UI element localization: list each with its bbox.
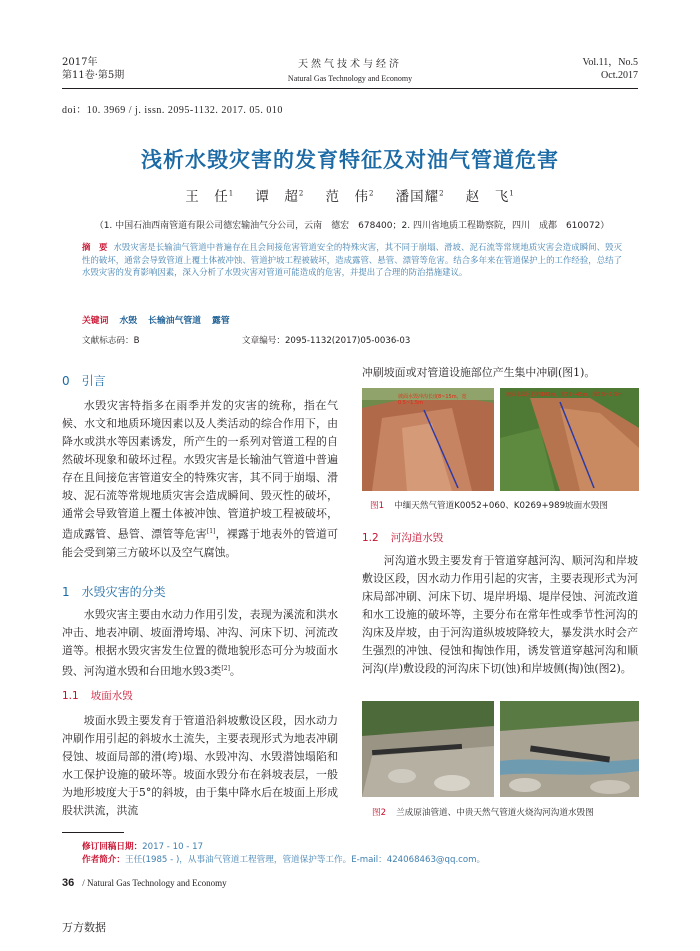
paragraph-text: ，裸露于地表外的管道可能会受到第三方破坏以及空气腐蚀。 <box>62 527 338 559</box>
figure-2-right-photo <box>500 701 639 797</box>
figure-1-left-photo <box>362 388 494 491</box>
section-1-heading <box>62 583 338 600</box>
abstract-text: 水毁灾害是长输油气管道中普遍存在且会间接危害管道安全的特殊灾害，其不同于崩塌、滑坡、泥石流等常规地质灾害会造成瞬间、毁灭性的破坏，通常会导致管道上覆土体被冲蚀、管道护坡工程被破坏，造成露管、悬管、漂管等危害。结合多年来在管道保护上的工作经验，总结了水毁灾害的发育影响因素，深入分析了水毁灾害对管道可能造成的危害，并提出了合理的防治措施建议。 <box>82 242 622 278</box>
figure-1-left-label: 坡面水毁冲沟长度8~15m，宽0.5~1.5m <box>398 394 467 406</box>
watermark: 万方数据 <box>62 921 106 934</box>
figure-1-caption <box>370 499 608 511</box>
section-1-paragraph <box>62 606 338 681</box>
article-number: 文章编号：2095-1132(2017)05-0036-03 <box>242 336 411 346</box>
author-sup: 2 <box>439 189 445 198</box>
section-number: 0 <box>62 374 70 388</box>
footnote-label: 修订回稿日期： <box>82 842 143 852</box>
author-name: 王 任 <box>185 189 229 205</box>
section-1-1-paragraph: 坡面水毁主要发育于管道沿斜坡敷设区段，因水动力冲刷作用引起的斜坡水土流失，主要表现形式为地表冲刷侵蚀、坡面局部的滑(垮)塌、水毁冲沟、水毁潜蚀塌陷和水工保护设施的破坏等。坡面水毁分布在斜坡表层，一般为地形坡度大于5°的斜坡，由于集中降水后在坡面上形成股状洪流，洪流 <box>62 714 338 817</box>
footnote-value: 2017 - 10 - 17 <box>142 842 204 852</box>
paragraph-text: 。 <box>229 664 241 678</box>
paragraph-text: 水毁灾害特指多在雨季并发的灾害的统称，指在气候、水文和地质环境因素以及人类活动的综合作用下，由降水或洪水等因素诱发，所产生的一系列对管道工程的自然破坏现象和破坏过程。水毁灾害是长输油气管道中普遍存在且间接危害管道安全的特殊灾害，其不同于崩塌、滑坡、泥石流等常规地质灾害会造成瞬间、毁灭性的破坏，通常会导致管道上覆土体被冲蚀、管道护坡工程被破坏，造成露管、悬管、漂管等危害 <box>62 399 338 541</box>
header-journal <box>200 55 500 83</box>
figure-number: 图2 <box>372 808 387 818</box>
figure-1-right-label: 坡面水毁区长约100m，宽35~45m，深0.5~1.5m <box>506 392 623 398</box>
footnote-value[interactable]: 王任(1985 - )，从事油气管道工程管理，管道保护等工作。E-mail：424068463@qq.com。 <box>124 855 486 865</box>
header-rule <box>62 88 638 89</box>
keywords <box>82 313 238 326</box>
author-list <box>100 185 600 205</box>
figure-2-left-photo <box>362 701 494 797</box>
header-journal-en: Natural Gas Technology and Economy <box>287 74 413 83</box>
author-name: 范 伟 <box>325 189 370 205</box>
header-year: 2017年 <box>62 57 98 68</box>
page-number: 36 <box>62 877 75 889</box>
section-0-heading <box>62 372 338 389</box>
header-volume-en: Vol.11，No.5 <box>582 57 638 68</box>
section-number: 1.1 <box>62 690 79 702</box>
citation[interactable]: [2] <box>221 665 230 672</box>
section-title: 引言 <box>81 374 106 388</box>
keyword: 露管 <box>212 316 230 326</box>
keyword: 长输油气管道 <box>148 316 201 326</box>
riverbed-erosion-photo-right <box>500 701 639 797</box>
page-footer <box>62 877 227 889</box>
riverbed-erosion-photo-left <box>362 701 494 797</box>
header-issue-right <box>582 56 638 82</box>
section-1-1-heading <box>62 688 338 703</box>
author-name: 潘国耀 <box>395 189 440 205</box>
footnote-revised <box>82 840 203 852</box>
article-title: 浅析水毁灾害的发育特征及对油气管道危害 <box>141 148 559 172</box>
affiliations: （1. 中国石油西南管道有限公司德宏输油气分公司，云南 德宏 678400；2. 四川省地质工程勘察院，四川 成都 610072） <box>94 221 610 231</box>
header-date-en: Oct.2017 <box>601 70 638 81</box>
section-title: 坡面水毁 <box>90 690 133 702</box>
figure-caption-text: 兰成原油管道、中贵天然气管道火烧沟河沟道水毁图 <box>396 808 594 818</box>
author-sup: 2 <box>369 189 375 198</box>
section-number: 1 <box>62 585 70 599</box>
doi-line[interactable]: doi：10. 3969 / j. issn. 2095-1132. 2017. 05. 010 <box>62 105 283 116</box>
footnote-rule <box>62 832 124 833</box>
keywords-label: 关键词 <box>82 316 109 326</box>
continued-paragraph: 冲刷坡面或对管道设施部位产生集中冲刷(图1)。 <box>362 366 596 379</box>
abstract-label: 摘 要 <box>82 242 108 252</box>
author-sup: 1 <box>509 189 515 198</box>
footer-journal: / Natural Gas Technology and Economy <box>82 878 227 888</box>
abstract <box>82 241 622 279</box>
footnote-author <box>82 853 485 865</box>
author-sup: 2 <box>298 189 305 198</box>
section-1-2-paragraph: 河沟道水毁主要发育于管道穿越河沟、顺河沟和岸坡敷设区段，因水动力作用引起的灾害，主要表现形式为河床局部冲刷、河床下切、堤岸坍塌、堤岸侵蚀、河流改道和水工设施的破坏等，主要分布在常年性或季节性河沟的沟床及岸坡，由于河沟道纵坡坡降较大，暴发洪水时会产生强烈的冲蚀、侵蚀和掏蚀作用，诱发管道穿越河沟和顺河沟(岸)敷设段的河沟床下切(蚀)和岸坡侧(掏)蚀(图2)。 <box>362 554 638 675</box>
author-sup: 1 <box>228 189 235 198</box>
classification-code: 文献标志码：B <box>82 336 140 346</box>
author-name: 谭 超 <box>255 189 299 205</box>
citation[interactable]: [1] <box>206 528 216 535</box>
section-1-2-heading <box>362 530 638 545</box>
section-0-paragraph <box>62 397 338 562</box>
section-title: 水毁灾害的分类 <box>81 585 166 599</box>
figure-caption-text: 中缅天然气管道K0052+060、K0269+989坡面水毁图 <box>394 501 609 511</box>
footnote-label: 作者简介： <box>82 855 125 865</box>
paragraph-text: 水毁灾害主要由水动力作用引发，表现为溪流和洪水冲击、地表冲刷、坡面滑垮塌、冲沟、河床下切、河流改道等。根据水毁灾害发生位置的微地貌形态可分为坡面水毁、河沟道水毁和台田地水毁3类 <box>62 608 338 678</box>
section-number: 1.2 <box>362 532 379 544</box>
slope-erosion-photo-right <box>500 388 639 491</box>
header-volume-issue: 第11卷·第5期 <box>62 70 125 81</box>
keyword: 水毁 <box>119 316 138 326</box>
figure-2-caption <box>372 806 594 818</box>
author-name: 赵 飞 <box>465 189 510 205</box>
section-title: 河沟道水毁 <box>390 532 444 544</box>
figure-number: 图1 <box>370 501 385 511</box>
header-journal-zh: 天然气技术与经济 <box>298 59 402 70</box>
figure-1-right-photo <box>500 388 639 491</box>
header-issue-left <box>62 56 124 82</box>
